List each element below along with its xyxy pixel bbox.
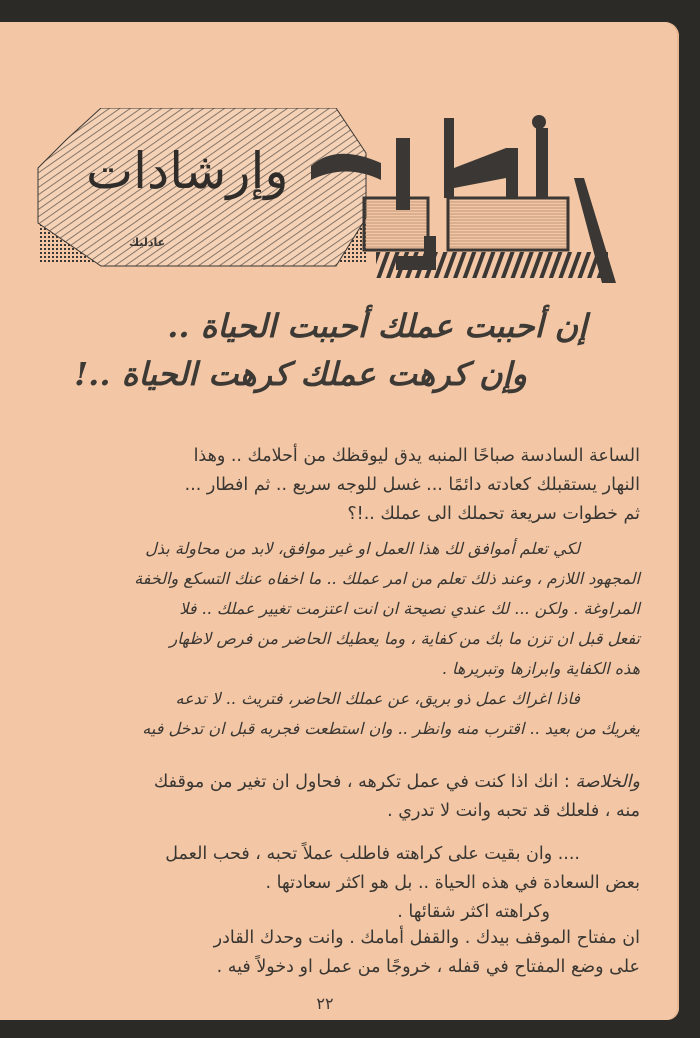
paragraph-conclusion — [40, 924, 640, 982]
headline-line-1: إن أحببت عملك أحببت الحياة .. — [167, 307, 587, 345]
magazine-page — [0, 22, 679, 1020]
text-line: الساعة السادسة صباحًا المنبه يدق ليوقظك من أحلامك .. وهذا — [193, 446, 640, 466]
summary-label: والخلاصة — [575, 772, 640, 792]
section-header-banner — [36, 108, 618, 286]
text-line: وكراهته اكثر شقائها . — [397, 902, 550, 922]
text-fragment: : انك اذا كنت في عمل تكرهه ، فحاول ان تغير من موقفك — [153, 772, 570, 792]
text-line: المراوغة . ولكن ... لك عندي نصيحة ان انت اعتزمت تغيير عملك .. فلا — [179, 599, 640, 618]
header-subtitle: وإرشادات — [86, 142, 289, 200]
paragraph-intro — [40, 442, 640, 529]
text-line: النهار يستقبلك كعادته دائمًا ... غسل للوجه سريع .. ثم افطار ... — [184, 475, 640, 495]
text-line: المجهود اللازم ، وعند ذلك تعلم من امر عملك .. ما اخفاه عنك التسكع والخفة — [134, 569, 640, 588]
text-line: هذه الكفاية وابرازها وتبريرها . — [441, 659, 640, 678]
paragraph-advice — [40, 534, 640, 684]
paragraph-summary — [40, 768, 640, 826]
article-headline — [67, 302, 587, 398]
header-byline: عادليك — [129, 236, 166, 249]
text-line: على وضع المفتاح في قفله ، خروجًا من عمل او دخولاً فيه . — [216, 957, 640, 977]
page-number: ٢٢ — [316, 994, 334, 1013]
text-line: ثم خطوات سريعة تحملك الى عملك ..!؟ — [347, 504, 640, 524]
headline-line-2: وإن كرهت عملك كرهت الحياة ..! — [74, 355, 527, 393]
text-line: .... وان بقيت على كراهته فاطلب عملاً تحبه ، فحب العمل — [165, 844, 580, 864]
text-line: بعض السعادة في هذه الحياة .. بل هو اكثر سعادتها . — [265, 873, 640, 893]
paragraph-temptation — [40, 684, 640, 744]
text-line: فاذا اغراك عمل ذو بريق، عن عملك الحاضر، فتريث .. لا تدعه — [175, 689, 580, 708]
text-line: ان مفتاح الموقف بيدك . والقفل أمامك . وانت وحدك القادر — [213, 928, 640, 948]
text-line: منه ، فلعلك قد تحبه وانت لا تدري . — [387, 801, 640, 821]
text-line: يغريك من بعيد .. اقترب منه وانظر .. وان استطعت فجربه قبل ان تدخل فيه — [142, 719, 640, 738]
paragraph-happiness — [40, 840, 640, 927]
text-line: تفعل قبل ان تزن ما بك من كفاية ، وما يعطيك الحاضر من فرص لاظهار — [169, 629, 640, 648]
text-line: لكي تعلم أموافق لك هذا العمل او غير موافق، لابد من محاولة بذل — [145, 539, 580, 558]
text-line — [40, 768, 640, 797]
